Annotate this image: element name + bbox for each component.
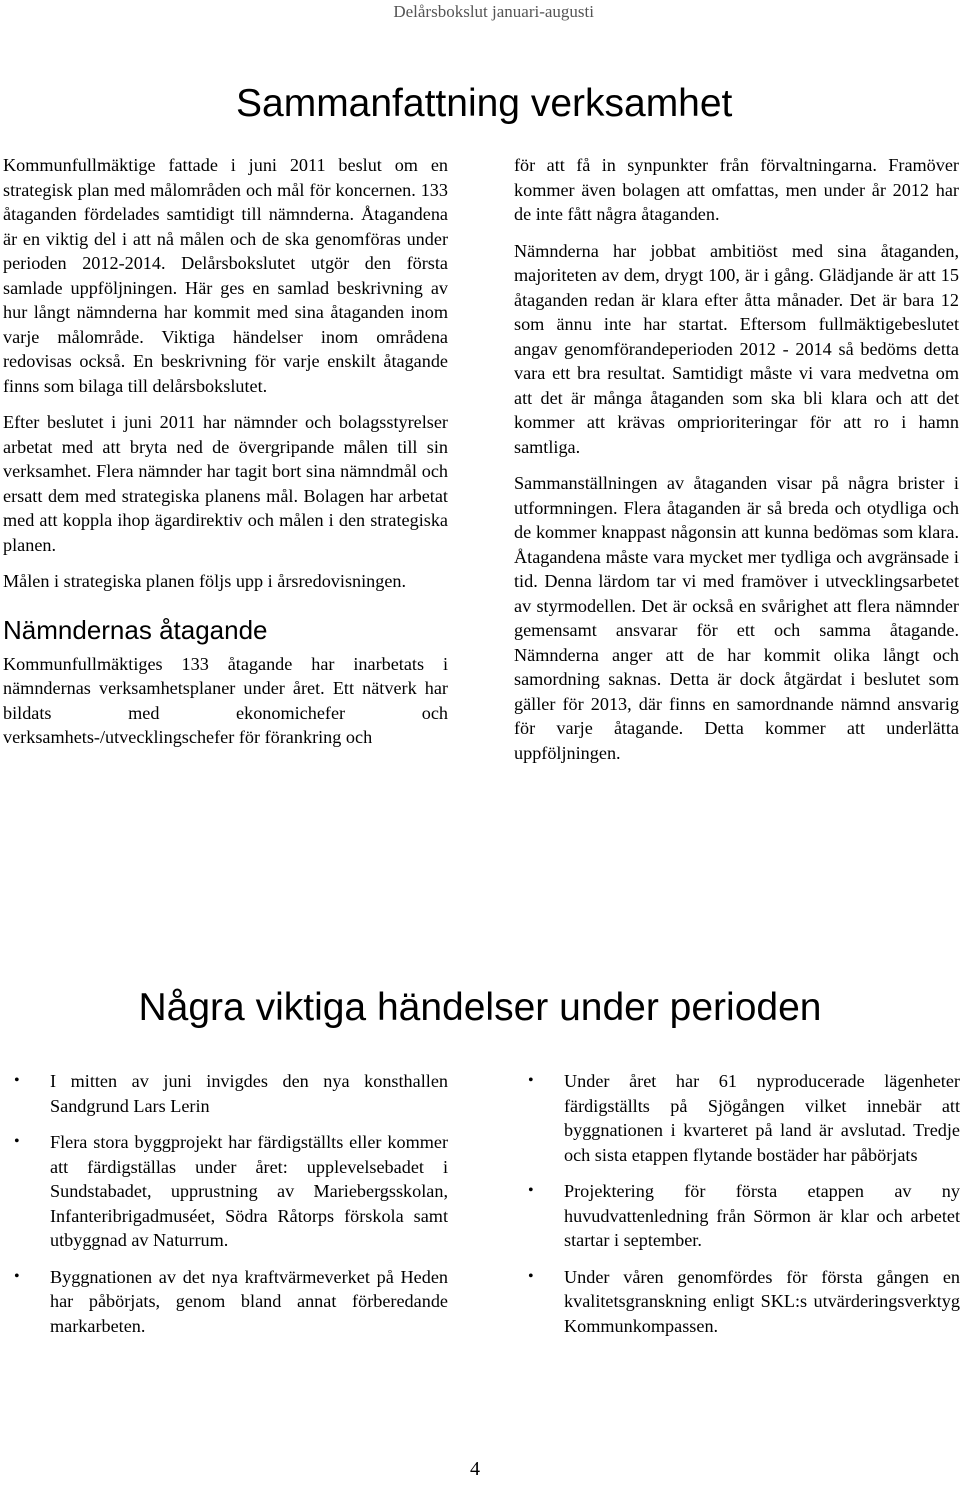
paragraph: för att få in synpunkter från förvaltningarna. Framöver kommer även bolagen att omfattas, men under år 2012 har de inte fått några åtaganden. [514,155,959,224]
list-item-text: Under våren genomfördes för första gången en kvalitetsgranskning enligt SKL:s utvärderingsverktyg Kommunkompassen. [564,1266,960,1336]
page-number: 4 [470,1458,480,1480]
bullet-icon: • [14,1267,20,1285]
paragraph: Kommunfullmäktiges 133 åtagande har inarbetats i nämndernas verksamhetsplaner under året. Ett nätverk har bildats med ekonomichefer och verksamhets-/utvecklingschefer för förankring och [3,653,448,747]
section-title-events: Några viktiga händelser under perioden [138,986,822,1029]
right-column [514,153,959,777]
list-item-text: Flera stora byggprojekt har färdigställts eller kommer att färdigställas under året: upplevelsebadet i Sundstabadet, upprustning av Mariebergsskolan, Infanteribrigadmuséet, Södra Råtorps förskola samt utbyggnad av Naturrum. [50,1132,448,1250]
paragraph: Kommunfullmäktige fattade i juni 2011 beslut om en strategisk plan med målområden och mål för koncernen. 133 åtaganden fördelades samtidigt till nämnderna. Åtagandena är en viktig del i att nå målen och de ska genomföras under perioden 2012-2014. Delårsbokslutet utgör den första samlade uppföljningen. Här ges en samlad beskrivning av hur långt nämnderna har kommit med sina åtaganden inom varje målområde. Viktiga händelser inom områdena redovisas också. En beskrivning för varje enskilt åtagande finns som bilaga till delårsbokslutet. [3,155,448,396]
paragraph: Efter beslutet i juni 2011 har nämnder och bolagsstyrelser arbetat med att bryta ned de övergripande målen till sin verksamhet. Flera nämnder har tagit bort sina nämndmål och ersatt dem med strategiska planens mål. Bolagen har arbetat med att koppla ihop ägardirektiv och målen i den strategiska planen. [3,412,448,555]
list-item [0,1265,448,1339]
list-item [514,1265,960,1339]
bullet-icon: • [528,1072,534,1089]
list-item [0,1069,448,1118]
paragraph: Sammanställningen av åtaganden visar på några brister i utformningen. Flera åtaganden är så breda och otydliga och de kommer knappast någonsin att kunna bedömas som klara. Åtagandena måste vara mycket mer tydliga och avgränsade i tid. Denna lärdom tar vi med framöver i utvecklingsarbetet av styrmodellen. Det är också en svårighet att flera nämnder gemensamt ansvarar för ett och samma åtagande. Nämnderna anger att de har kommit olika långt och samordning saknas. Detta är dock åtgärdat i beslutet som gäller för 2013, där finns en samordnande nämnd ansvarig för varje åtagande. Detta kommer att underlätta uppföljningen. [514,473,959,763]
paragraph: Nämnderna har jobbat ambitiöst med sina åtaganden, majoriteten av dem, drygt 100, är i gång. Glädjande är att 15 åtaganden redan är klara efter åtta månader. Det är bara 12 som ännu inte har startat. Eftersom fullmäktigebeslutet angav genomförandeperioden 2012 - 2014 så bedöms detta vara ett bra resultat. Samtidigt måste vi vara medvetna om att det är många åtaganden som ska bli klara och att det kommer att krävas omprioriteringar för att ro i hamn samtliga. [514,240,959,457]
events-list-left [0,1069,448,1350]
events-list-right [514,1069,960,1350]
bullet-icon: • [14,1072,20,1089]
list-item-text: Byggnationen av det nya kraftvärmeverket på Heden har påbörjats, genom bland annat förberedande markarbeten. [50,1266,448,1336]
list-item [514,1179,960,1253]
bullet-icon: • [528,1267,534,1285]
subheading-namndernas-atagande: Nämndernas åtagande [3,614,268,645]
bullet-icon: • [528,1182,534,1199]
list-item-text: Projektering för första etappen av ny huvudvattenledning från Sörmon är klar och arbetet startar i september. [564,1181,960,1250]
list-item-text: Under året har 61 nyproducerade lägenheter färdigställts på Sjögången vilket innebär att byggnationen i kvarteret på land är avslutad. Tredje och sista etappen flytande bostäder har påbörjats [564,1071,960,1165]
left-column [3,153,448,762]
paragraph: Målen i strategiska planen följs upp i årsredovisningen. [3,571,407,591]
running-header: Delårsbokslut januari-augusti [393,2,594,21]
list-item [0,1130,448,1253]
bullet-icon: • [14,1133,20,1150]
list-item [514,1069,960,1167]
section-title-summary: Sammanfattning verksamhet [236,82,733,125]
list-item-text: I mitten av juni invigdes den nya konsthallen Sandgrund Lars Lerin [50,1071,448,1116]
